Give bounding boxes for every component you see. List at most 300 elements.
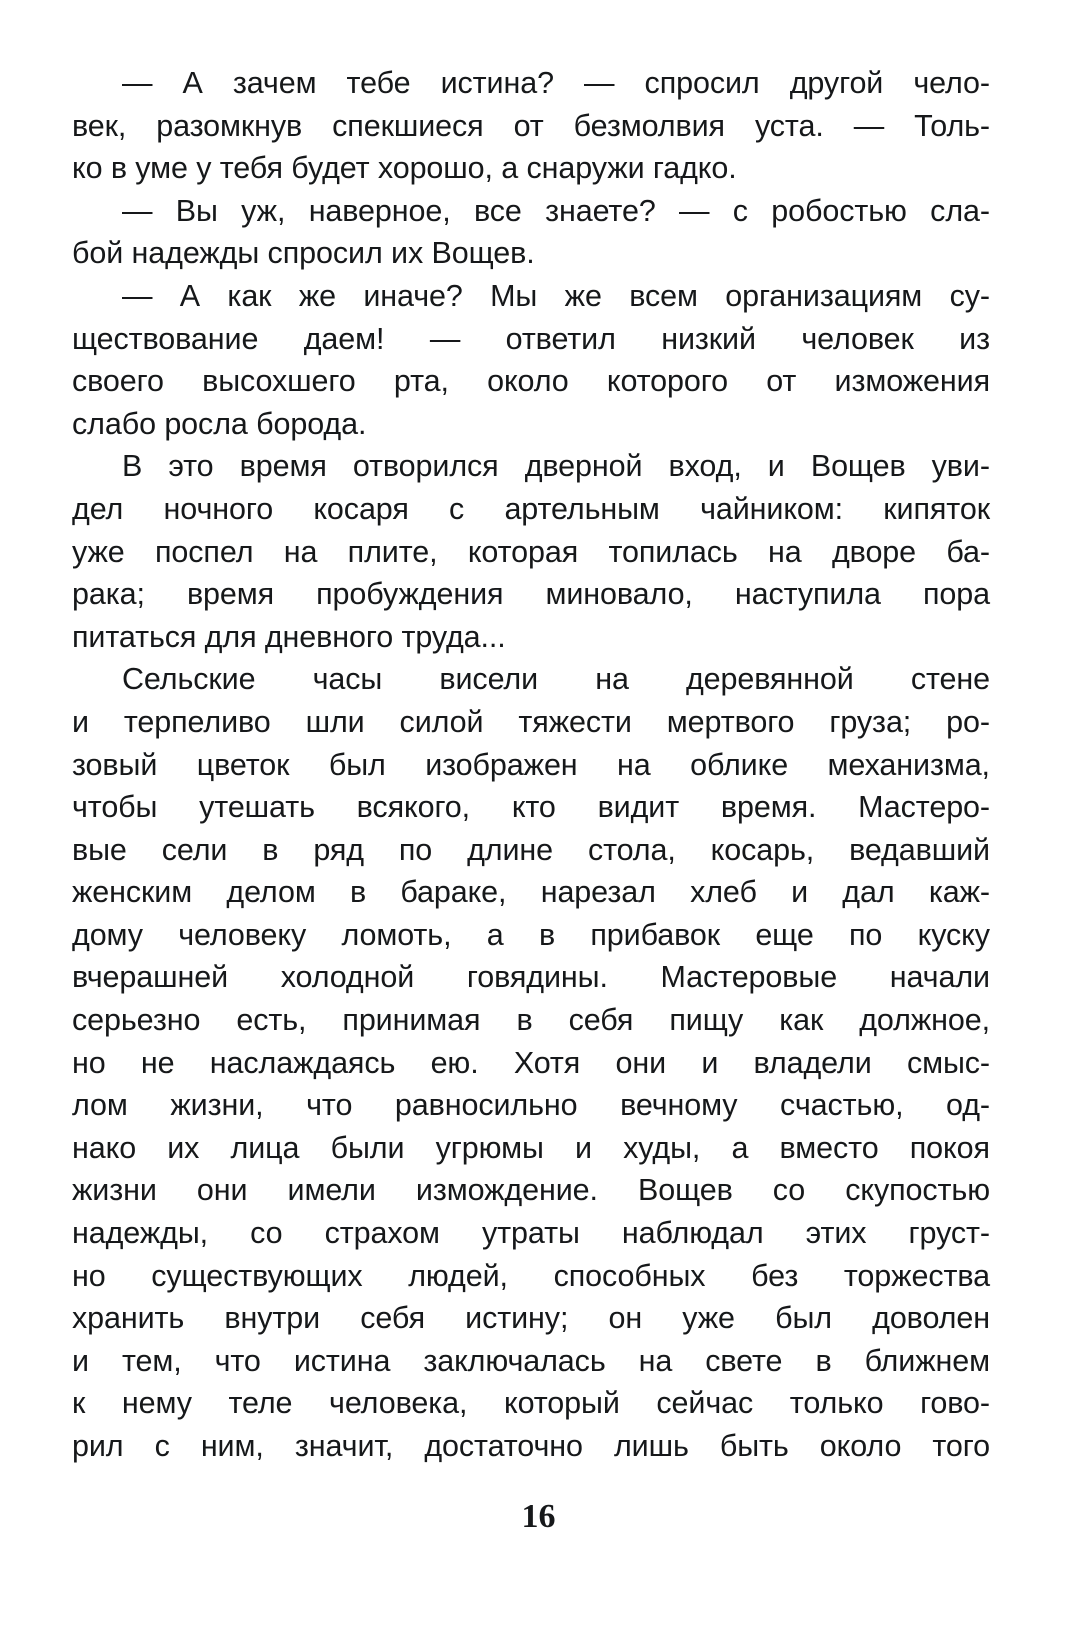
- word: косаря: [313, 491, 409, 526]
- word: около: [819, 1429, 902, 1463]
- word: и: [574, 1130, 592, 1165]
- word: человеку: [178, 917, 307, 952]
- word: как: [779, 1003, 824, 1038]
- word: есть,: [236, 1003, 307, 1038]
- word: хлеб: [690, 875, 757, 910]
- text-line: питаться для дневного труда...: [72, 619, 506, 654]
- word: страхом: [324, 1216, 440, 1251]
- word: Вощев: [810, 449, 906, 484]
- text-line: [72, 701, 990, 744]
- word: был: [775, 1301, 832, 1336]
- text-line-content: [72, 786, 990, 829]
- paragraph-indent: [72, 275, 122, 318]
- word: что: [306, 1088, 353, 1123]
- word: Вощев: [637, 1173, 733, 1208]
- paragraph-indent: [72, 62, 122, 105]
- text-line: [72, 786, 990, 829]
- text-line: [72, 190, 990, 233]
- word: нако: [72, 1130, 137, 1165]
- word: высохшего: [202, 364, 356, 399]
- word: торжества: [843, 1258, 990, 1293]
- word: гово-: [920, 1386, 990, 1421]
- word: А: [182, 66, 203, 100]
- word: силой: [399, 704, 484, 739]
- word: время: [239, 449, 327, 484]
- word: вечному: [620, 1088, 738, 1123]
- text-line-content: [72, 1297, 990, 1340]
- word: были: [330, 1130, 405, 1165]
- word: топилась: [608, 534, 738, 569]
- word: артельным: [504, 491, 660, 526]
- word: быть: [719, 1429, 789, 1463]
- word: стола,: [587, 832, 676, 867]
- text-line: [72, 105, 990, 148]
- word: В: [122, 449, 143, 484]
- word: —: [429, 321, 461, 356]
- word: Хотя: [513, 1045, 581, 1080]
- text-line-content: [72, 1212, 990, 1255]
- word: уже: [682, 1301, 735, 1336]
- word: ею.: [430, 1045, 479, 1080]
- word: не: [140, 1045, 175, 1080]
- word: время: [186, 577, 275, 612]
- word: вход,: [668, 449, 742, 484]
- word: и: [767, 449, 785, 484]
- word: знаете?: [545, 193, 656, 228]
- word: Сельские: [122, 662, 256, 697]
- word: ним,: [200, 1429, 264, 1463]
- text-line: [72, 573, 990, 616]
- word: Мастеровые: [660, 960, 838, 995]
- word: свете: [705, 1343, 783, 1378]
- page-number: 16: [521, 1498, 556, 1535]
- word: уви-: [931, 449, 990, 484]
- word: уж,: [241, 193, 286, 228]
- word: на: [768, 534, 802, 569]
- text-line-content: [72, 956, 990, 999]
- text-line: [72, 1297, 990, 1340]
- word: по: [398, 832, 433, 867]
- word: в: [262, 832, 279, 867]
- text-line: [72, 744, 990, 787]
- word: должное,: [859, 1003, 990, 1038]
- word: человек: [801, 321, 914, 356]
- word: Вы: [175, 193, 218, 228]
- word: в: [815, 1343, 832, 1378]
- word: на: [595, 662, 629, 697]
- text-line: [72, 871, 990, 914]
- text-line: [72, 1084, 990, 1127]
- word: спросил: [644, 66, 760, 100]
- word: они: [196, 1173, 248, 1208]
- word: спекшиеся: [332, 108, 484, 143]
- text-line-content: [122, 62, 990, 105]
- word: чайником:: [700, 491, 844, 526]
- word: истину;: [465, 1301, 569, 1336]
- text-line-content: [72, 871, 990, 914]
- word: —: [679, 193, 710, 228]
- word: и: [72, 704, 89, 739]
- word: себя: [360, 1301, 425, 1336]
- word: значит,: [294, 1429, 394, 1463]
- text-line: [72, 531, 990, 574]
- word: владели: [753, 1045, 872, 1080]
- word: каж-: [928, 875, 990, 910]
- word: сейчас: [656, 1386, 754, 1421]
- word: по: [849, 917, 883, 952]
- word: измождение.: [415, 1173, 598, 1208]
- word: рил: [72, 1429, 124, 1463]
- word: ро-: [946, 704, 990, 739]
- word: дворе: [831, 534, 917, 569]
- word: от: [513, 108, 544, 143]
- word: существующих: [151, 1258, 363, 1293]
- word: тем,: [121, 1343, 182, 1378]
- word: век,: [72, 108, 127, 143]
- word: Мастеро-: [858, 790, 990, 825]
- word: мертвого: [666, 704, 795, 739]
- word: но: [72, 1045, 106, 1080]
- word: что: [214, 1343, 261, 1378]
- word: —: [122, 66, 153, 100]
- word: утраты: [482, 1216, 580, 1251]
- word: дал: [842, 875, 895, 910]
- text-line-content: [72, 1425, 990, 1468]
- text-line-content: [72, 999, 990, 1042]
- word: дому: [72, 917, 143, 952]
- word: своего: [72, 364, 164, 399]
- word: достаточно: [424, 1429, 583, 1463]
- word: длине: [467, 832, 554, 867]
- word: А: [179, 278, 201, 313]
- text-line-content: [72, 1127, 990, 1170]
- text-line-content: [72, 105, 990, 148]
- text-line-content: [122, 658, 990, 701]
- word: всем: [629, 278, 698, 313]
- word: изображен: [425, 747, 578, 782]
- word: ночного: [163, 491, 274, 526]
- word: ответил: [505, 321, 616, 356]
- word: сла-: [930, 193, 990, 228]
- paragraph-indent: [72, 445, 122, 488]
- word: около: [487, 364, 569, 399]
- word: ществование: [72, 321, 259, 356]
- word: человека,: [329, 1386, 468, 1421]
- word: наслаждаясь: [209, 1045, 396, 1080]
- word: а: [486, 917, 504, 952]
- word: механизма,: [827, 747, 990, 782]
- word: худы,: [623, 1130, 701, 1165]
- word: вместо: [779, 1130, 879, 1165]
- word: с: [154, 1429, 170, 1463]
- word: су-: [949, 278, 990, 313]
- text-line: [72, 318, 990, 361]
- word: —: [122, 278, 153, 313]
- text-line-content: [72, 1169, 990, 1212]
- word: Толь-: [914, 108, 990, 143]
- word: разомкнув: [156, 108, 303, 143]
- word: изможения: [834, 364, 990, 399]
- word: жизни,: [170, 1088, 264, 1123]
- word: лишь: [613, 1429, 689, 1463]
- text-line: [72, 1169, 990, 1212]
- word: время.: [720, 790, 817, 825]
- word: с: [732, 193, 748, 228]
- word: шли: [305, 704, 365, 739]
- word: рта,: [393, 364, 449, 399]
- text-line-content: [72, 701, 990, 744]
- word: того: [932, 1429, 990, 1463]
- word: которая: [467, 534, 579, 569]
- word: иначе?: [363, 278, 463, 313]
- word: был: [328, 747, 386, 782]
- word: теле: [228, 1386, 293, 1421]
- word: и: [72, 1343, 89, 1378]
- word: терпеливо: [123, 704, 271, 739]
- word: но: [72, 1258, 106, 1293]
- word: имели: [287, 1173, 376, 1208]
- word: поспел: [155, 534, 254, 569]
- word: отворился: [352, 449, 499, 484]
- word: себя: [568, 1003, 634, 1038]
- text-line-content: [72, 318, 990, 361]
- word: груза;: [829, 704, 912, 739]
- text-line: [72, 1127, 990, 1170]
- text-line-content: [72, 1340, 990, 1383]
- word: а: [731, 1130, 749, 1165]
- word: дел: [72, 491, 124, 526]
- word: жизни: [72, 1173, 157, 1208]
- text-line: [72, 1255, 990, 1298]
- word: ломоть,: [341, 917, 452, 952]
- paragraph: [72, 190, 990, 275]
- word: сели: [161, 832, 228, 867]
- text-line-content: [72, 1042, 990, 1085]
- text-line: [72, 488, 990, 531]
- text-line-content: [72, 914, 990, 957]
- word: вчерашней: [72, 960, 229, 995]
- word: всякого,: [356, 790, 471, 825]
- word: нему: [121, 1386, 192, 1421]
- page-text-body: [72, 62, 990, 1468]
- word: из: [959, 321, 990, 356]
- word: это: [168, 449, 214, 484]
- word: которого: [606, 364, 728, 399]
- word: надежды,: [72, 1216, 209, 1251]
- word: —: [122, 193, 153, 228]
- text-line-content: [72, 1084, 990, 1127]
- word: ближнем: [864, 1343, 990, 1378]
- word: уста.: [754, 108, 824, 143]
- word: груст-: [908, 1216, 990, 1251]
- word: деревянной: [685, 662, 854, 697]
- word: косарь,: [710, 832, 815, 867]
- word: лица: [230, 1130, 300, 1165]
- word: вые: [72, 832, 127, 867]
- word: угрюмы: [435, 1130, 544, 1165]
- word: зовый: [72, 747, 158, 782]
- word: наблюдал: [621, 1216, 764, 1251]
- word: счастью,: [780, 1088, 904, 1123]
- word: облике: [690, 747, 789, 782]
- text-line: [72, 956, 990, 999]
- word: серьезно: [72, 1003, 201, 1038]
- word: тебе: [346, 66, 411, 100]
- word: принимая: [342, 1003, 481, 1038]
- word: висели: [439, 662, 539, 697]
- word: на: [283, 534, 318, 569]
- word: хранить: [72, 1301, 185, 1336]
- text-line-content: [122, 445, 990, 488]
- word: прибавок: [590, 917, 720, 952]
- text-line-content: [72, 744, 990, 787]
- text-line: [72, 829, 990, 872]
- word: все: [473, 193, 522, 228]
- word: заключалась: [423, 1343, 606, 1378]
- word: лом: [72, 1088, 128, 1123]
- word: они: [615, 1045, 667, 1080]
- text-line: [72, 1212, 990, 1255]
- word: —: [853, 108, 885, 143]
- text-line: [72, 62, 990, 105]
- word: холодной: [280, 960, 415, 995]
- word: как: [227, 278, 272, 313]
- text-line: [72, 1382, 990, 1425]
- word: с: [449, 491, 465, 526]
- word: тяжести: [518, 704, 632, 739]
- word: нарезал: [540, 875, 656, 910]
- text-line: [72, 1340, 990, 1383]
- word: од-: [946, 1088, 990, 1123]
- word: к: [72, 1386, 86, 1421]
- word: в: [538, 917, 556, 952]
- word: говядины.: [466, 960, 608, 995]
- word: который: [503, 1386, 620, 1421]
- text-line: [72, 1425, 990, 1468]
- word: низкий: [661, 321, 756, 356]
- word: начали: [889, 960, 990, 995]
- word: видит: [597, 790, 680, 825]
- word: в: [516, 1003, 533, 1038]
- word: робостью: [771, 193, 907, 228]
- word: от: [766, 364, 797, 399]
- word: еще: [755, 917, 814, 952]
- word: способных: [553, 1258, 706, 1293]
- word: только: [789, 1386, 884, 1421]
- word: цветок: [196, 747, 290, 782]
- text-line-content: [122, 275, 990, 318]
- word: ряд: [313, 832, 364, 867]
- word: —: [584, 66, 615, 100]
- word: и: [791, 875, 809, 910]
- word: утешать: [199, 790, 315, 825]
- word: чело-: [913, 66, 990, 100]
- word: рака;: [72, 577, 145, 612]
- word: кто: [511, 790, 556, 825]
- word: ведавший: [849, 832, 990, 867]
- text-line: слабо росла борода.: [72, 406, 367, 441]
- word: смыс-: [906, 1045, 990, 1080]
- text-line: ко в уме у тебя будет хорошо, а снаружи гадко.: [72, 151, 737, 186]
- word: стене: [910, 662, 990, 697]
- word: в: [349, 875, 367, 910]
- text-line: [72, 1042, 990, 1085]
- paragraph: [72, 62, 990, 190]
- word: пробуждения: [316, 577, 504, 612]
- paragraph-indent: [72, 658, 122, 701]
- word: истина?: [440, 66, 554, 100]
- word: бараке,: [400, 875, 507, 910]
- word: миновало,: [545, 577, 693, 612]
- word: зачем: [232, 66, 317, 100]
- word: чтобы: [72, 790, 158, 825]
- text-line: [72, 999, 990, 1042]
- text-line: бой надежды спросил их Вощев.: [72, 236, 535, 271]
- word: женским: [72, 875, 193, 910]
- word: людей,: [408, 1258, 508, 1293]
- word: же: [564, 278, 602, 313]
- word: дверной: [524, 449, 643, 484]
- text-line-content: [72, 573, 990, 616]
- text-line: [72, 275, 990, 318]
- word: внутри: [224, 1301, 321, 1336]
- text-line: [72, 445, 990, 488]
- text-line-content: [122, 190, 990, 233]
- word: безмолвия: [573, 108, 725, 143]
- word: куску: [917, 917, 990, 952]
- word: уже: [72, 534, 125, 569]
- word: часы: [312, 662, 383, 697]
- word: и: [701, 1045, 719, 1080]
- text-line: [72, 360, 990, 403]
- paragraph-indent: [72, 190, 122, 233]
- text-line: [72, 914, 990, 957]
- text-line-content: [72, 1255, 990, 1298]
- word: их: [167, 1130, 200, 1165]
- word: равносильно: [394, 1088, 578, 1123]
- word: Мы: [490, 278, 538, 313]
- word: на: [617, 747, 651, 782]
- word: пора: [922, 577, 990, 612]
- word: скупостью: [845, 1173, 990, 1208]
- word: пищу: [669, 1003, 744, 1038]
- text-line: [72, 658, 990, 701]
- word: истина: [293, 1343, 391, 1378]
- text-line-content: [72, 488, 990, 531]
- word: покоя: [909, 1130, 990, 1165]
- text-line-content: [72, 531, 990, 574]
- text-line-content: [72, 829, 990, 872]
- word: доволен: [872, 1301, 990, 1336]
- word: без: [751, 1258, 799, 1293]
- paragraph: [72, 445, 990, 658]
- word: кипяток: [883, 491, 990, 526]
- word: на: [638, 1343, 673, 1378]
- word: со: [250, 1216, 283, 1251]
- word: даем!: [303, 321, 385, 356]
- word: другой: [789, 66, 884, 100]
- word: он: [608, 1301, 643, 1336]
- paragraph: [72, 658, 990, 1467]
- word: со: [772, 1173, 806, 1208]
- word: этих: [805, 1216, 867, 1251]
- paragraph: [72, 275, 990, 445]
- word: наступила: [734, 577, 881, 612]
- text-line-content: [72, 360, 990, 403]
- word: делом: [226, 875, 316, 910]
- text-line-content: [72, 1382, 990, 1425]
- word: наверное,: [308, 193, 451, 228]
